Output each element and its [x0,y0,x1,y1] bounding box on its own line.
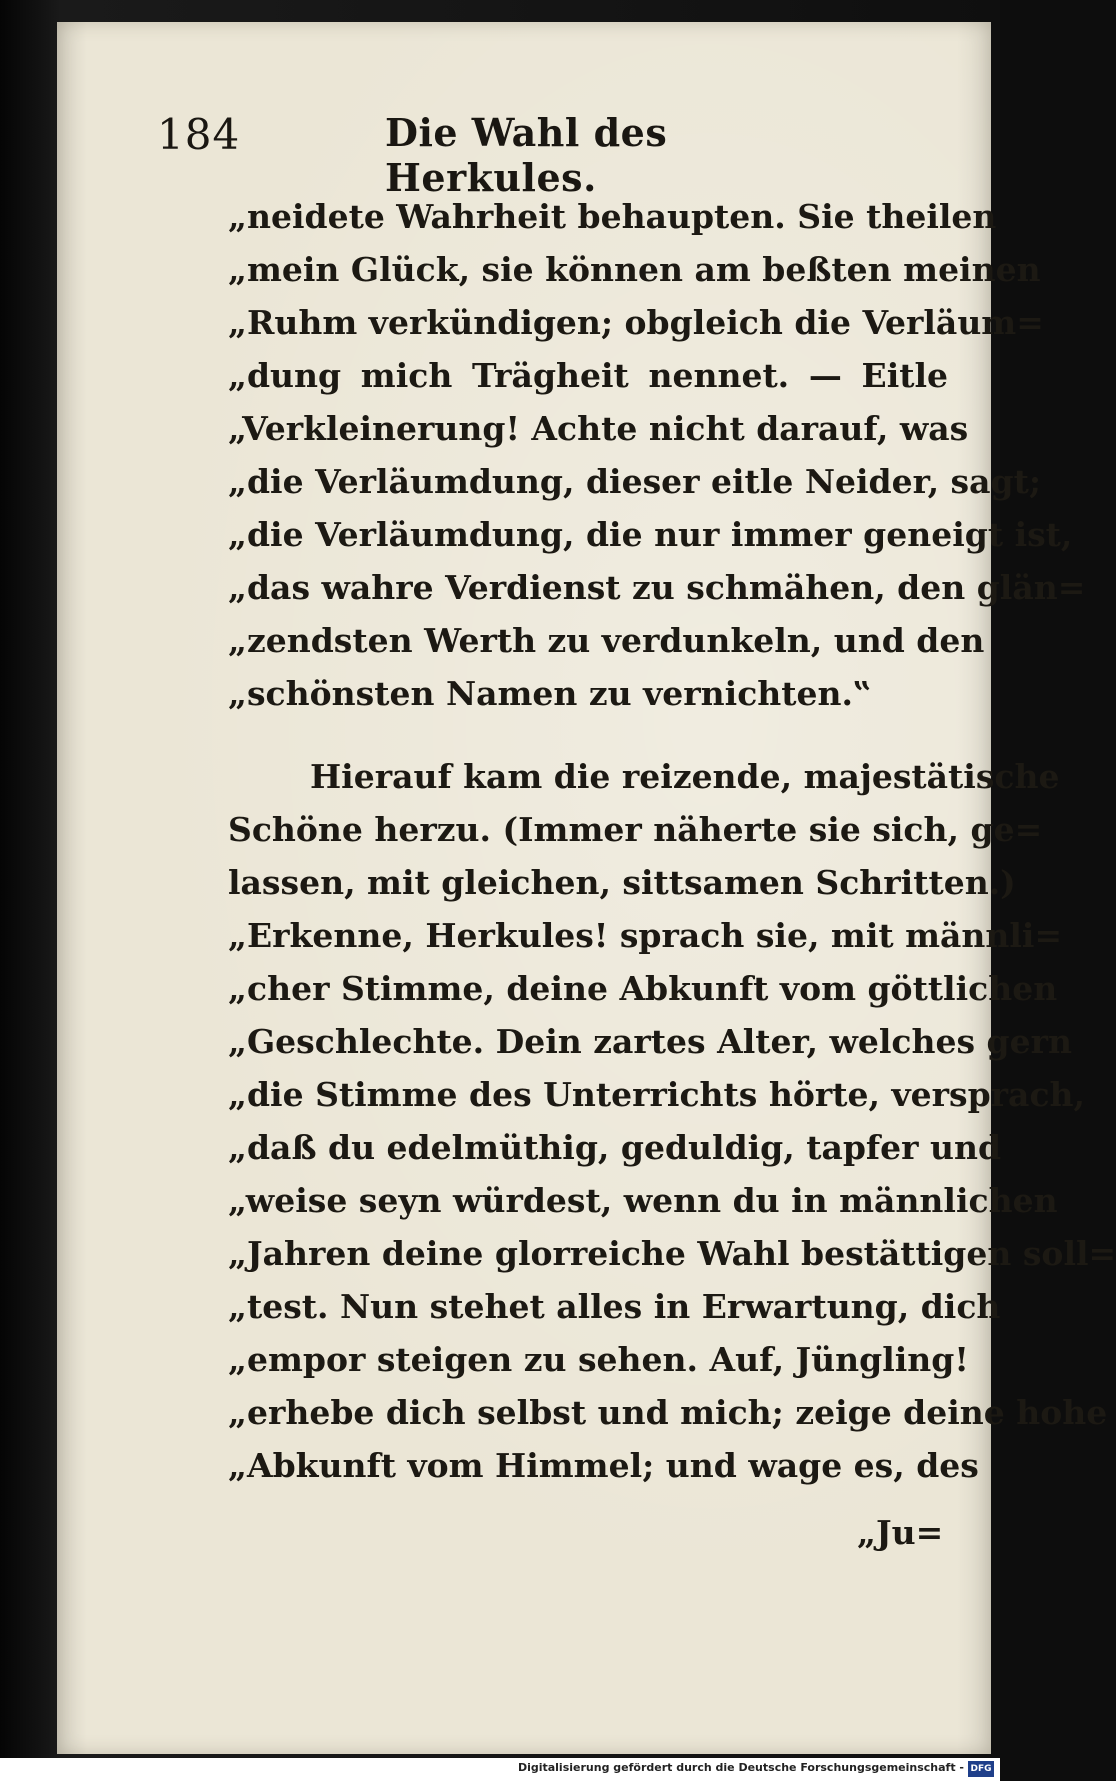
footer-bar [0,1758,1000,1781]
text-line: Schöne herzu. (Immer näherte sie sich, ge= [228,810,1043,849]
text-line: „test. Nun stehet alles in Erwartung, dich [228,1287,1001,1326]
text-line: „neidete Wahrheit behaupten. Sie theilen [228,197,997,236]
text-line: „Verkleinerung! Achte nicht darauf, was [228,409,969,448]
text-line: „schönsten Namen zu vernichten.‟ [228,674,872,713]
text-line: „empor steigen zu sehen. Auf, Jüngling! [228,1340,969,1379]
text-line: „die Stimme des Unterrichts hörte, versprach, [228,1075,1086,1114]
paragraph-gap [228,720,948,750]
text-line: „weise seyn würdest, wenn du in männlichen [228,1181,1058,1220]
page-number: 184 [157,110,241,159]
catchword: „Ju= [857,1513,944,1552]
paragraph-2 [228,750,1116,1492]
text-line: lassen, mit gleichen, sittsamen Schritten.) [228,863,1016,902]
text-line: „cher Stimme, deine Abkunft vom göttlichen [228,969,1058,1008]
text-line: „daß du edelmüthig, geduldig, tapfer und [228,1128,1002,1167]
text-line: „dung mich Trägheit nennet. — Eitle [228,356,948,395]
text-line: Hierauf kam die reizende, majestätische [310,757,1060,796]
dfg-logo: DFG [968,1761,994,1777]
funding-credit: Digitalisierung gefördert durch die Deutsche Forschungsgemeinschaft - [517,1761,964,1774]
text-line: „Jahren deine glorreiche Wahl bestättigen soll= [228,1234,1116,1273]
text-line: „die Verläumdung, dieser eitle Neider, sagt; [228,462,1042,501]
text-line: „die Verläumdung, die nur immer geneigt ist, [228,515,1073,554]
text-line: „Erkenne, Herkules! sprach sie, mit männli= [228,916,1063,955]
text-line: „erhebe dich selbst und mich; zeige deine hohe [228,1393,1108,1432]
text-line: „zendsten Werth zu verdunkeln, und den [228,621,985,660]
running-head [157,100,797,200]
text-line: „das wahre Verdienst zu schmähen, den glän= [228,568,1086,607]
text-line: „Geschlechte. Dein zartes Alter, welches gern [228,1022,1072,1061]
paragraph-1 [228,190,1086,720]
body-text [228,190,1116,1492]
running-title: Die Wahl des Herkules. [385,110,668,200]
text-line: „Ruhm verkündigen; obgleich die Verläum= [228,303,1044,342]
text-line: „Abkunft vom Himmel; und wage es, des [228,1446,979,1485]
text-line: „mein Glück, sie können am beßten meinen [228,250,1041,289]
